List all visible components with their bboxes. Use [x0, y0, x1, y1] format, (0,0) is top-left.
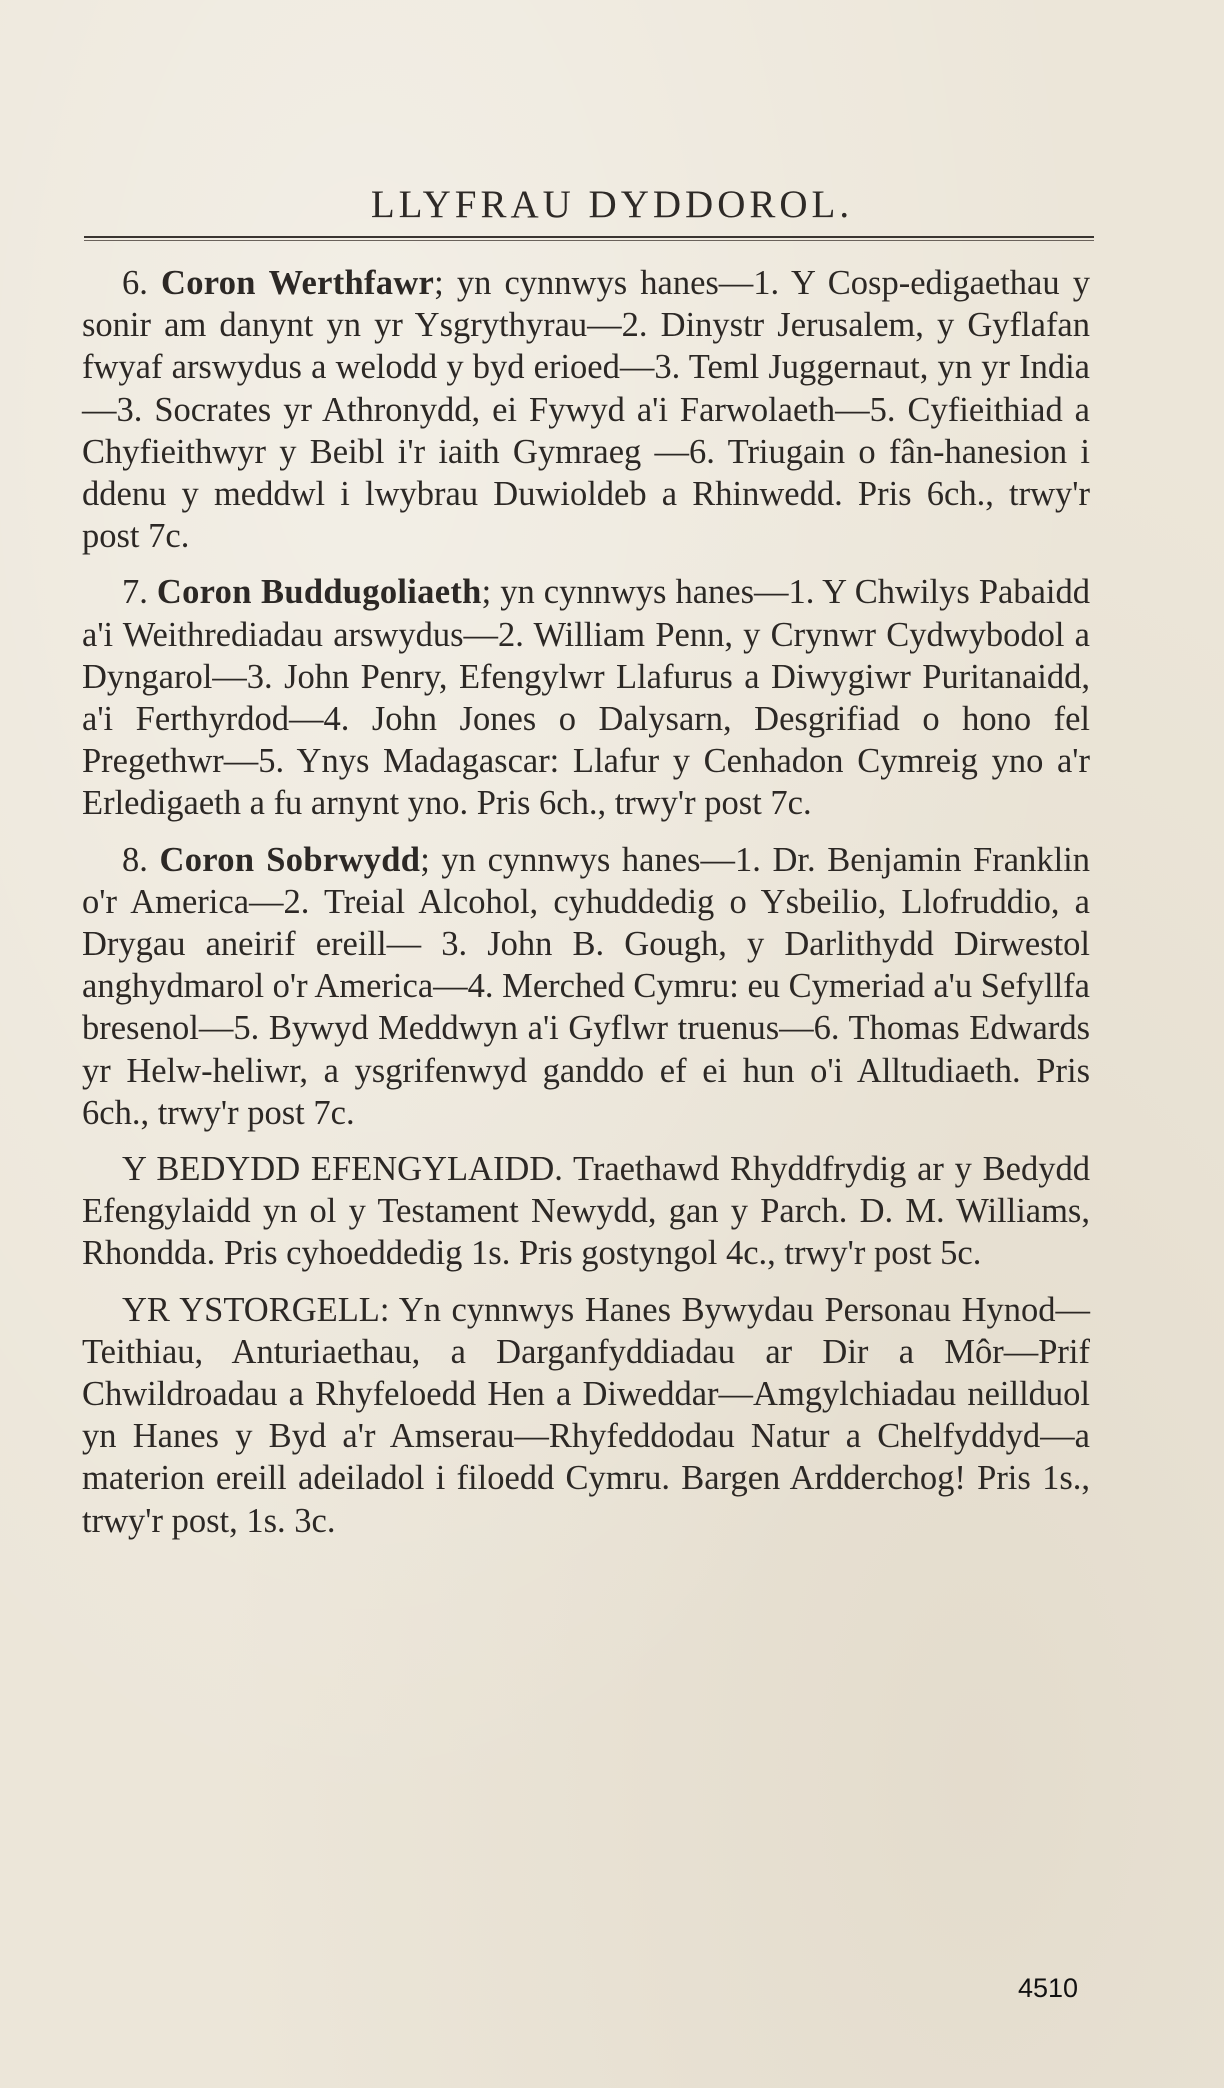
entry-body: YR YSTORGELL: Yn cynnwys Hanes Bywydau Personau Hynod—Teithiau, Anturiaethau, a Darganfyddiadau ar Dir a Môr—Prif Chwildroadau a Rhyfeloedd Hen a Diweddar—Amgylchiadau neillduol yn Hanes y Byd a'r Amserau—Rhyfeddodau Natur a Chelfyddyd—a materion ereill adeiladol i filoedd Cymru. Bargen Ardderchog! Pris 1s., trwy'r post, 1s. 3c.	[82, 1290, 1090, 1540]
entry-title: Coron Sobrwydd	[159, 840, 421, 879]
entry-number: 6.	[122, 264, 148, 302]
entry-body: ; yn cynnwys hanes—1. Dr. Benjamin Franklin o'r America—2. Treial Alcohol, cyhuddedig o Ysbeilio, Llofruddio, a Drygau aneirif ereill— 3. John B. Gough, y Darlithydd Dirwestol anghydmarol o'r America—4. Merched Cymru: eu Cymeriad a'u Sefyllfa bresenol—5. Bywyd Meddwyn a'i Gyflwr truenus—6. Thomas Edwards yr Helw-heliwr, a ysgrifenwyd ganddo ef ei hun o'i Alltudiaeth. Pris 6ch., trwy'r post 7c.	[82, 840, 1091, 1132]
entry-body: ; yn cynnwys hanes—1. Y Cosp-edigaethau y sonir am danynt yn yr Ysgrythyrau—2. Dinystr Jerusalem, y Gyflafan fwyaf arswydus a welodd y byd erioed—3. Teml Juggernaut, yn yr India—3. Socrates yr Athronydd, ei Fywyd a'i Farwolaeth—5. Cyfieithiad a Chyfieithwyr y Beibl i'r iaith Gymraeg —6. Triugain o fân-hanesion i ddenu y meddwl i lwybrau Duwioldeb a Rhinwedd. Pris 6ch., trwy'r post 7c.	[82, 264, 1090, 556]
entry-bedydd-efengylaidd	[82, 1148, 1090, 1275]
page-header: LLYFRAU DYDDOROL.	[370, 183, 854, 226]
entry-coron-sobrwydd	[82, 839, 1090, 1134]
page-content	[82, 262, 1090, 1556]
entry-body: Y BEDYDD EFENGYLAIDD. Traethawd Rhyddfrydig ar y Bedydd Efengylaidd yn ol y Testament Newydd, gan y Parch. D. M. Williams, Rhondda. Pris cyhoeddedig 1s. Pris gostyngol 4c., trwy'r post 5c.	[82, 1150, 1090, 1273]
entry-body: ; yn cynnwys hanes—1. Y Chwilys Pabaidd a'i Weithrediadau arswydus—2. William Penn, y Crynwr Cydwybodol a Dyngarol—3. John Penry, Efengylwr Llafurus a Diwygiwr Puritanaidd, a'i Ferthyrdod—4. John Jones o Dalysarn, Desgrifiad o hono fel Pregethwr—5. Ynys Madagascar: Llafur y Cenhadon Cymreig yno a'r Erledigaeth a fu arnynt yno. Pris 6ch., trwy'r post 7c.	[82, 573, 1090, 823]
entry-number: 8.	[122, 840, 148, 879]
page-number: 4510	[1018, 1973, 1079, 2003]
entry-coron-buddugoliaeth	[82, 571, 1090, 824]
header-rule	[84, 236, 1094, 238]
entry-title: Coron Buddugoliaeth	[156, 573, 482, 612]
entry-number: 7.	[122, 573, 148, 612]
entry-title: Coron Werthfawr	[161, 264, 435, 302]
entry-ystorgell	[82, 1289, 1090, 1542]
entry-coron-werthfawr	[82, 262, 1090, 557]
header-rule-secondary	[84, 240, 1094, 241]
